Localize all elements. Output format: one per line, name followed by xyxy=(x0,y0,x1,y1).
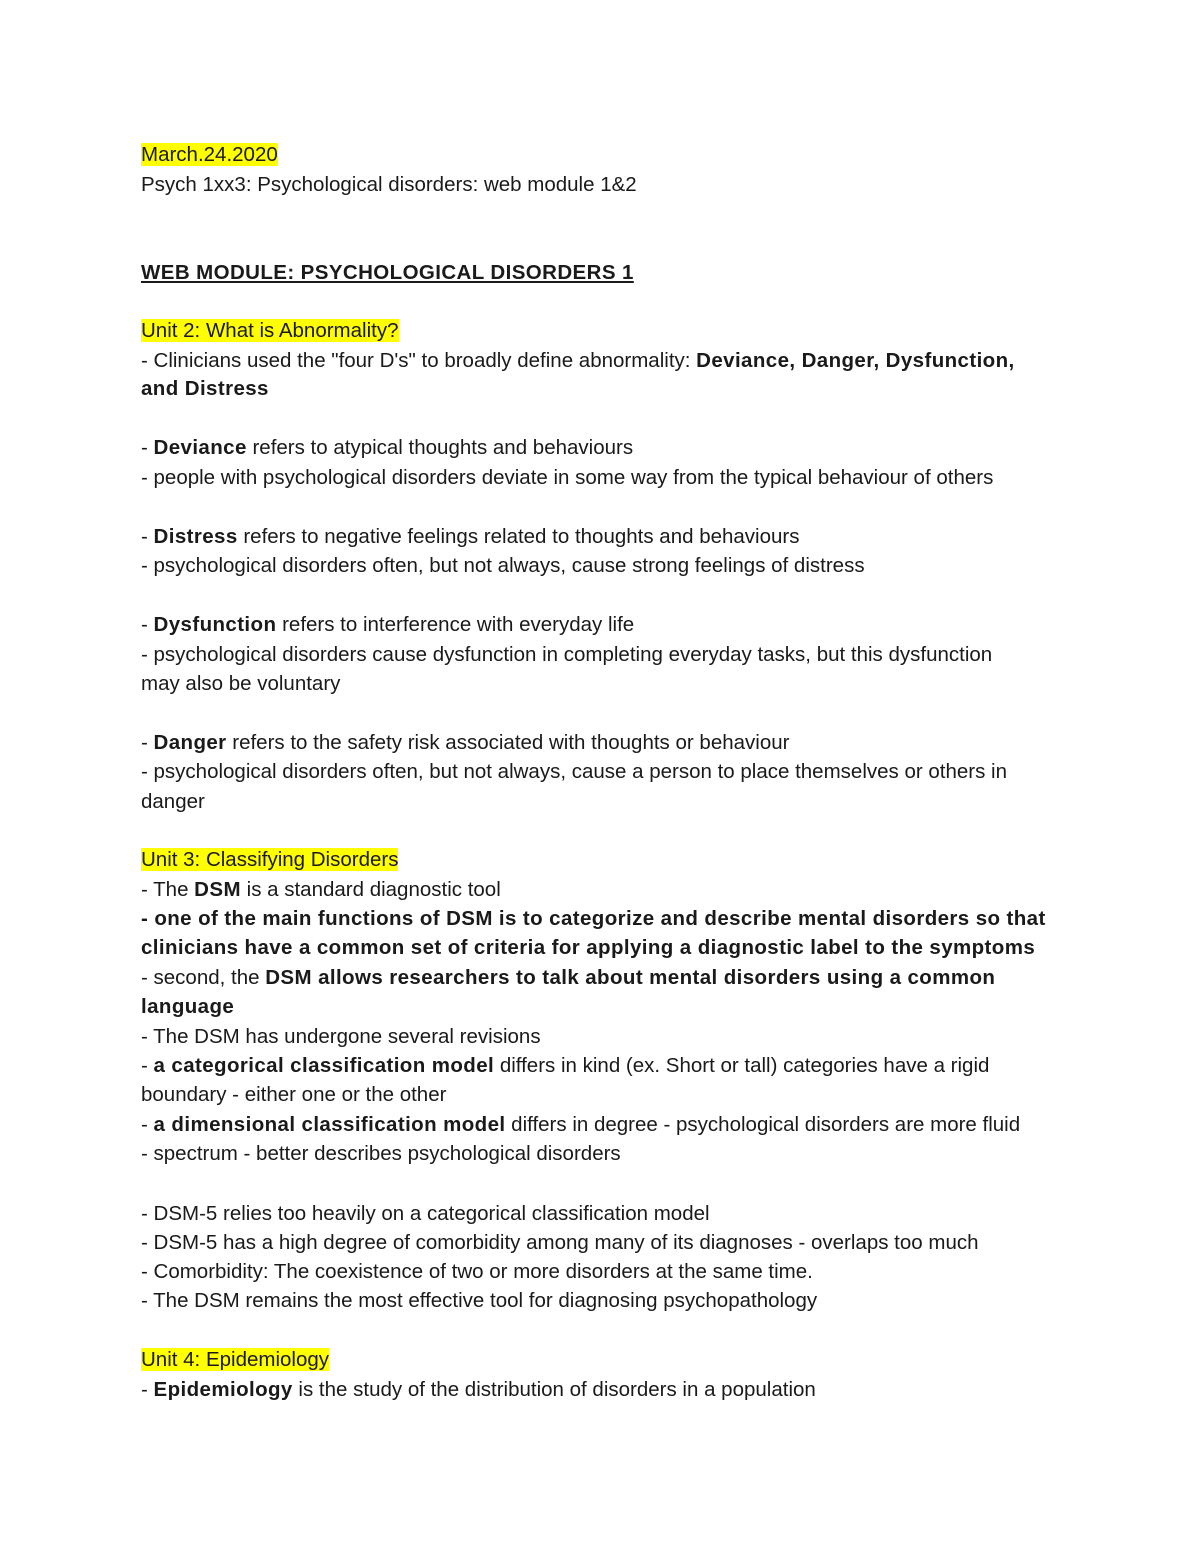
bullet-dash: - xyxy=(141,1113,154,1136)
date-highlight: March.24.2020 xyxy=(141,143,278,166)
danger-note: - psychological disorders often, but not always, cause a person to place themselves or others in xyxy=(141,760,1008,783)
spectrum-line: - spectrum - better describes psychological disorders xyxy=(141,1142,621,1165)
four-ds-line xyxy=(141,347,1015,375)
dimensional-model-line xyxy=(141,1111,1020,1139)
unit2-heading-line xyxy=(141,317,399,345)
unit4-heading: Unit 4: Epidemiology xyxy=(141,1348,330,1371)
bullet-dash: - xyxy=(141,1054,154,1077)
dysfunction-note: - psychological disorders cause dysfunction in completing everyday tasks, but this dysfunction xyxy=(141,643,993,666)
deviance-line xyxy=(141,434,633,462)
dsm-term: DSM xyxy=(194,878,241,901)
categorical-model-term: a categorical classification model xyxy=(153,1054,495,1077)
dsm-main-function: - one of the main functions of DSM is to categorize and describe mental disorders so that xyxy=(141,907,1046,930)
dsm-definition: is a standard diagnostic tool xyxy=(240,878,501,901)
deviance-term: Deviance xyxy=(153,436,247,459)
danger-line xyxy=(141,729,789,757)
dsm5-comorbidity-line: - DSM-5 has a high degree of comorbidity among many of its diagnoses - overlaps too much xyxy=(141,1231,979,1254)
bullet-dash: - xyxy=(141,525,154,548)
date-line xyxy=(141,141,278,169)
four-ds-intro: - Clinicians used the "four D's" to broadly define abnormality: xyxy=(141,349,697,372)
deviance-definition: refers to atypical thoughts and behaviours xyxy=(246,436,634,459)
unit2-heading: Unit 2: What is Abnormality? xyxy=(141,319,399,342)
course-title: Psych 1xx3: Psychological disorders: web module 1&2 xyxy=(141,173,637,196)
danger-definition: refers to the safety risk associated with thoughts or behaviour xyxy=(226,731,790,754)
four-ds-terms-cont: and Distress xyxy=(141,377,269,400)
danger-note-cont: danger xyxy=(141,790,205,813)
categorical-model-line xyxy=(141,1052,989,1080)
dsm-second-line xyxy=(141,964,995,992)
dsm-prefix: - The xyxy=(141,878,195,901)
dysfunction-line xyxy=(141,611,634,639)
deviance-note: - people with psychological disorders deviate in some way from the typical behaviour of others xyxy=(141,466,994,489)
categorical-model-cont: boundary - either one or the other xyxy=(141,1083,447,1106)
second-prefix: - second, the xyxy=(141,966,266,989)
dsm-main-function-cont: clinicians have a common set of criteria for applying a diagnostic label to the symptoms xyxy=(141,936,1036,959)
dsm-second-cont: language xyxy=(141,995,235,1018)
epidemiology-definition: is the study of the distribution of disorders in a population xyxy=(292,1378,816,1401)
second-bold: DSM allows researchers to talk about mental disorders using a common xyxy=(265,966,996,989)
danger-term: Danger xyxy=(153,731,227,754)
dsm-revisions: - The DSM has undergone several revisions xyxy=(141,1025,541,1048)
bullet-dash: - xyxy=(141,1378,154,1401)
dysfunction-term: Dysfunction xyxy=(153,613,277,636)
epidemiology-term: Epidemiology xyxy=(153,1378,293,1401)
dsm-remains-line: - The DSM remains the most effective tool for diagnosing psychopathology xyxy=(141,1289,818,1312)
bullet-dash: - xyxy=(141,731,154,754)
four-ds-terms: Deviance, Danger, Dysfunction, xyxy=(696,349,1015,372)
module-heading: WEB MODULE: PSYCHOLOGICAL DISORDERS 1 xyxy=(141,261,634,284)
dysfunction-note-cont: may also be voluntary xyxy=(141,672,341,695)
bullet-dash: - xyxy=(141,436,154,459)
comorbidity-definition: - Comorbidity: The coexistence of two or more disorders at the same time. xyxy=(141,1260,813,1283)
dsm5-categorical-line: - DSM-5 relies too heavily on a categorical classification model xyxy=(141,1202,710,1225)
unit3-heading: Unit 3: Classifying Disorders xyxy=(141,848,399,871)
distress-line xyxy=(141,523,799,551)
dsm-line xyxy=(141,876,501,904)
bullet-dash: - xyxy=(141,613,154,636)
dimensional-model-definition: differs in degree - psychological disorders are more fluid xyxy=(505,1113,1021,1136)
dysfunction-definition: refers to interference with everyday life xyxy=(276,613,635,636)
distress-term: Distress xyxy=(153,525,238,548)
dimensional-model-term: a dimensional classification model xyxy=(153,1113,506,1136)
unit3-heading-line xyxy=(141,846,398,874)
unit4-heading-line xyxy=(141,1346,329,1374)
categorical-model-definition: differs in kind (ex. Short or tall) categories have a rigid xyxy=(494,1054,990,1077)
distress-definition: refers to negative feelings related to thoughts and behaviours xyxy=(237,525,800,548)
distress-note: - psychological disorders often, but not always, cause strong feelings of distress xyxy=(141,554,865,577)
epidemiology-line xyxy=(141,1376,816,1404)
